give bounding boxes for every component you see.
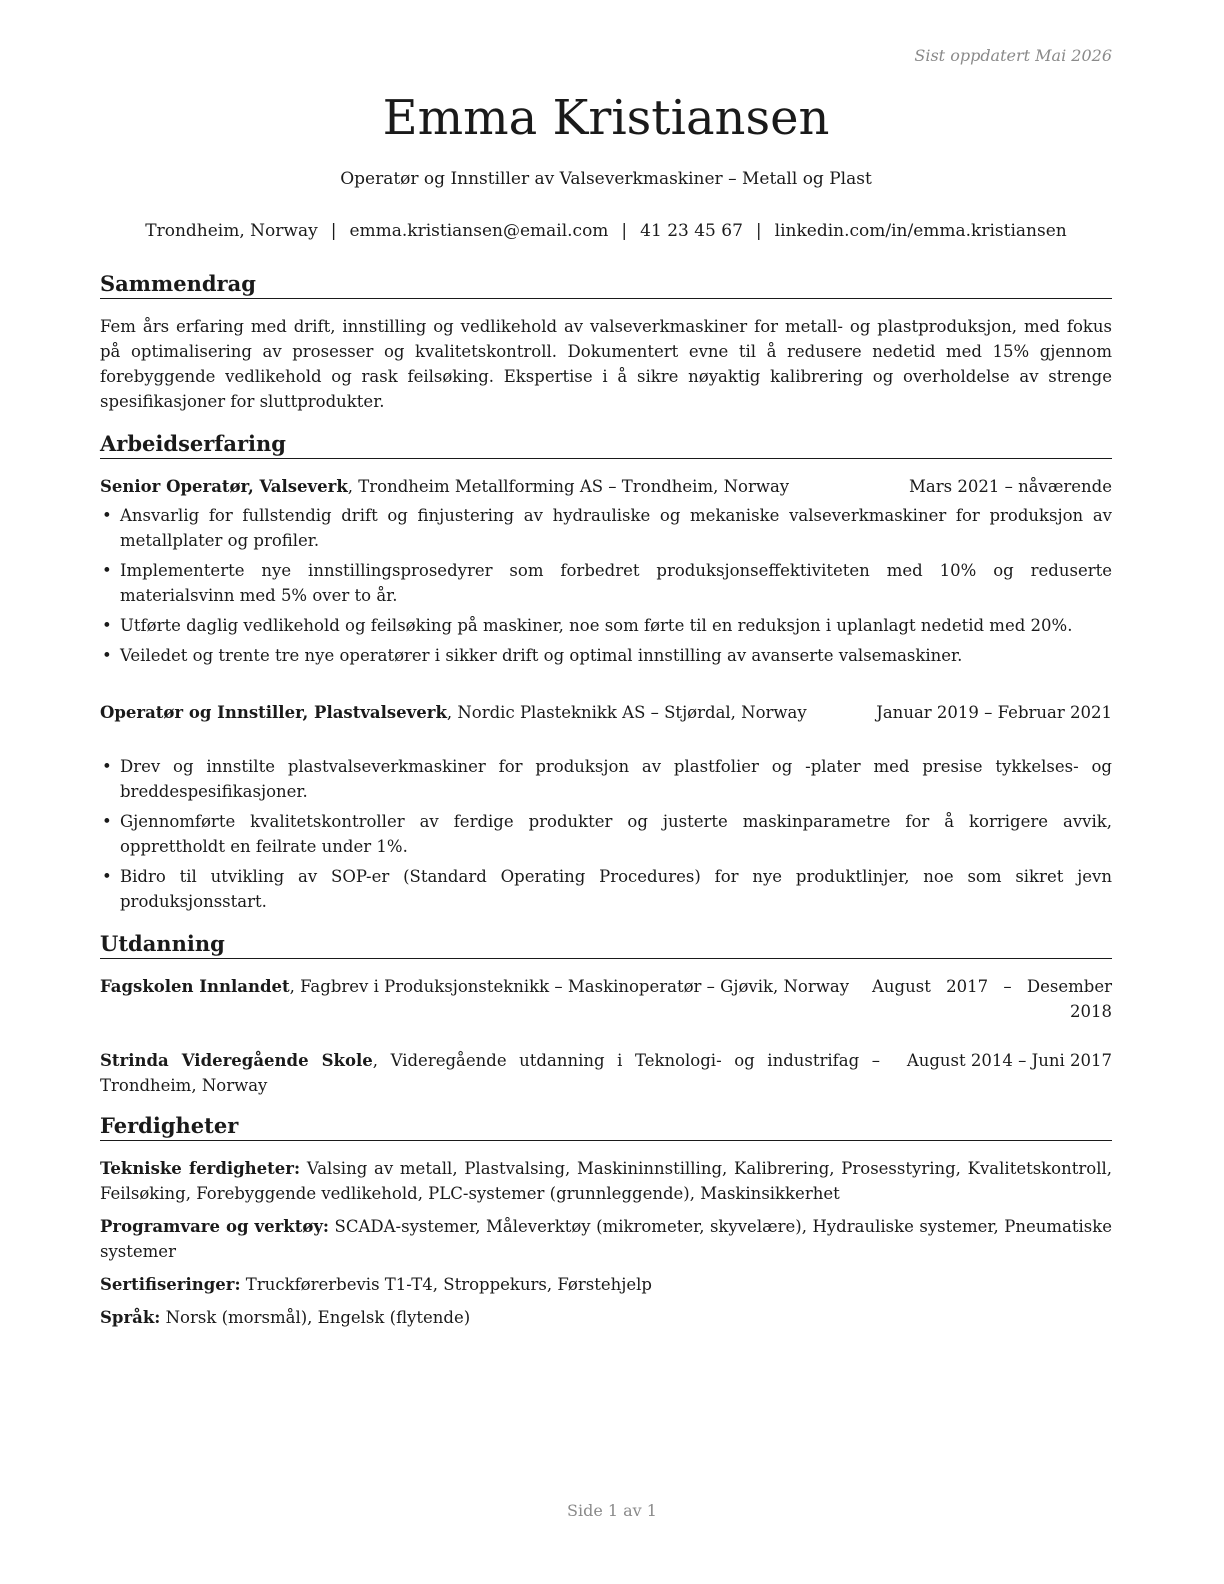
last-updated: Sist oppdatert Mai 2026 <box>914 46 1112 65</box>
job-dates: Mars 2021 – nåværende <box>909 477 1112 496</box>
education-dates: August 2017 – Desember 2018 <box>872 977 1112 1021</box>
contact-separator: | <box>755 221 762 241</box>
education-detail: , Videregående utdanning i Teknologi- og industrifag – Trondheim, Norway <box>100 1051 880 1095</box>
education-entry <box>100 1048 1112 1098</box>
section-title-experience: Arbeidserfaring <box>100 431 1112 459</box>
skill-label: Tekniske ferdigheter: <box>100 1159 301 1178</box>
skill-value: Norsk (morsmål), Engelsk (flytende) <box>160 1308 471 1327</box>
summary-text: Fem års erfaring med drift, innstilling og vedlikehold av valseverkmaskiner for metall- og plastproduksjon, med fokus på optimalisering av prosesser og kvalitetskontroll. Dokumentert evne til å redusere nedetid med 15% gjennom forebyggende vedlikehold og rask feilsøking. Ekspertise i å sikre nøyaktig kalibrering og overholdelse av strenge spesifikasjoner for sluttprodukter. <box>100 317 1112 411</box>
contact-phone: 41 23 45 67 <box>640 221 743 241</box>
job-bullet: • Ansvarlig for fullstendig drift og finjustering av hydrauliske og mekaniske valseverkmaskiner for produksjon av metallplater og profiler. <box>100 503 1112 553</box>
candidate-tagline: Operatør og Innstiller av Valseverkmaskiner – Metall og Plast <box>340 169 872 189</box>
skill-value: Valsing av metall, Plastvalsing, Maskininnstilling, Kalibrering, Prosesstyring, Kvalitetskontroll, Feilsøking, Forebyggende vedlikehold, PLC-systemer (grunnleggende), Maskinsikkerhet <box>100 1159 1112 1203</box>
page-number: Side 1 av 1 <box>567 1501 657 1520</box>
job-bullet: • Implementerte nye innstillingsprosedyrer som forbedret produksjonseffektiviteten med 10% og reduserte materialsvinn med 5% over to år. <box>100 558 1112 608</box>
contact-separator: | <box>621 221 628 241</box>
skill-line <box>100 1214 1112 1264</box>
skill-line <box>100 1305 1112 1330</box>
education-school: Strinda Videregående Skole <box>100 1051 373 1070</box>
contact-location: Trondheim, Norway <box>145 221 318 241</box>
job-company: , Nordic Plasteknikk AS – Stjørdal, Norway <box>446 703 807 722</box>
skill-label: Sertifiseringer: <box>100 1275 241 1294</box>
skill-label: Programvare og verktøy: <box>100 1217 330 1236</box>
skill-line <box>100 1156 1112 1206</box>
section-title-skills: Ferdigheter <box>100 1113 1112 1141</box>
skill-label: Språk: <box>100 1308 161 1327</box>
education-entry <box>100 974 1112 1024</box>
contact-linkedin[interactable]: linkedin.com/in/emma.kristiansen <box>774 221 1067 241</box>
education-header <box>100 974 1112 1024</box>
education-dates: August 2014 – Juni 2017 <box>906 1051 1112 1070</box>
job-bullet: • Gjennomførte kvalitetskontroller av ferdige produkter og justerte maskinparametre for å korrigere avvik, opprettholdt en feilrate under 1%. <box>100 809 1112 859</box>
job-dates: Januar 2019 – Februar 2021 <box>876 703 1112 722</box>
job-bullet: • Bidro til utvikling av SOP-er (Standard Operating Procedures) for nye produktlinjer, noe som sikret jevn produksjonsstart. <box>100 864 1112 914</box>
candidate-name: Emma Kristiansen <box>382 90 830 146</box>
contact-line <box>100 220 1112 242</box>
job-company: , Trondheim Metallforming AS – Trondheim, Norway <box>347 477 790 496</box>
job-bullets <box>100 503 1112 668</box>
skills-section <box>100 1156 1112 1338</box>
skill-value: Truckførerbevis T1-T4, Stroppekurs, Førstehjelp <box>240 1275 652 1294</box>
contact-email[interactable]: emma.kristiansen@email.com <box>349 221 609 241</box>
section-title-education: Utdanning <box>100 931 1112 959</box>
job-role: Senior Operatør, Valseverk <box>100 477 348 496</box>
education-school: Fagskolen Innlandet <box>100 977 290 996</box>
job-header <box>100 474 1112 499</box>
job-role: Operatør og Innstiller, Plastvalseverk <box>100 703 447 722</box>
contact-separator: | <box>330 221 337 241</box>
job-bullet: • Veiledet og trente tre nye operatører i sikker drift og optimal innstilling av avanserte valsemaskiner. <box>100 643 1112 668</box>
job-bullets <box>100 754 1112 914</box>
job-header <box>100 700 1112 750</box>
education-detail: , Fagbrev i Produksjonsteknikk – Maskinoperatør – Gjøvik, Norway <box>289 977 850 996</box>
job-entry <box>100 700 1112 919</box>
skill-line <box>100 1272 1112 1297</box>
job-bullet: • Drev og innstilte plastvalseverkmaskiner for produksjon av plastfolier og -plater med presise tykkelses- og breddespesifikasjoner. <box>100 754 1112 804</box>
skill-value: SCADA-systemer, Måleverktøy (mikrometer, skyvelære), Hydrauliske systemer, Pneumatiske systemer <box>100 1217 1112 1261</box>
job-bullet: • Utførte daglig vedlikehold og feilsøking på maskiner, noe som førte til en reduksjon i uplanlagt nedetid med 20%. <box>100 613 1112 638</box>
job-entry <box>100 474 1112 673</box>
summary-section <box>100 314 1112 414</box>
section-title-summary: Sammendrag <box>100 271 1112 299</box>
education-header <box>100 1048 1112 1098</box>
